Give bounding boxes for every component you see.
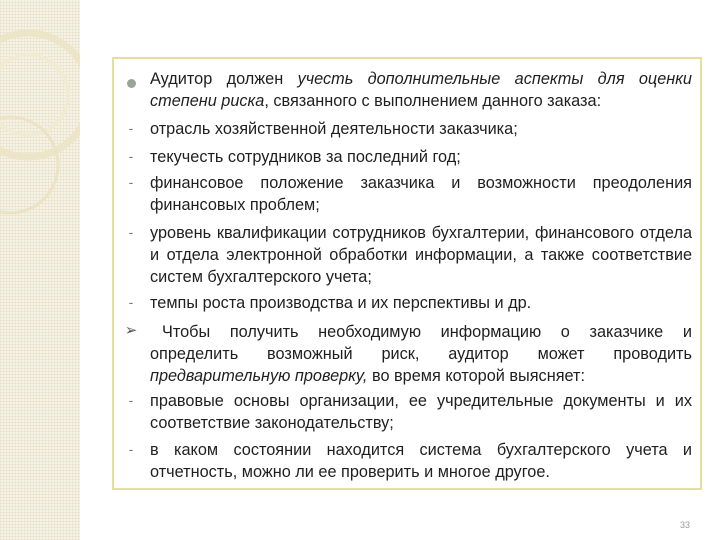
text-segment: в каком состоянии находится система бухгалтерского учета и отчетность, можно ли ее проверить и многое другое.: [150, 441, 692, 481]
text-segment: , связанного с выполнением данного заказа:: [264, 92, 602, 110]
list-item-text: [150, 222, 692, 288]
emphasis-text: учесть дополнительные аспекты для оценки степени риска: [150, 70, 692, 110]
emphasis-text: предварительную проверку,: [150, 367, 368, 385]
arrow-bullet-icon: ➢: [124, 322, 138, 339]
list-item-text: [150, 321, 692, 387]
text-segment: отрасль хозяйственной деятельности заказчика;: [150, 120, 518, 138]
text-segment: финансовое положение заказчика и возможности преодоления финансовых проблем;: [150, 174, 692, 214]
list-item-text: [150, 146, 692, 168]
dash-icon: -: [128, 148, 134, 164]
list-item-text: [150, 390, 692, 434]
dash-icon: -: [128, 174, 134, 190]
text-segment: Чтобы получить необходимую информацию о заказчике и определить возможный риск, аудитор может проводить: [150, 323, 692, 363]
dash-icon: -: [128, 441, 134, 457]
list-item-text: [150, 68, 692, 112]
text-segment: текучесть сотрудников за последний год;: [150, 148, 461, 166]
text-segment: правовые основы организации, ее учредительные документы и их соответствие законодательству;: [150, 392, 692, 432]
text-segment: темпы роста производства и их перспективы и др.: [150, 294, 532, 312]
dash-icon: -: [128, 224, 134, 240]
dash-icon: -: [128, 294, 134, 310]
dash-icon: -: [128, 392, 134, 408]
decorative-side-strip: [0, 0, 80, 540]
list-item-text: [150, 439, 692, 483]
text-segment: во время которой выясняет:: [367, 367, 585, 385]
list-item-text: [150, 118, 692, 140]
text-segment: Аудитор должен: [150, 70, 298, 88]
dash-icon: -: [128, 120, 134, 136]
page-number: 33: [680, 520, 691, 530]
decorative-rings-icon: [0, 0, 80, 540]
bullet-icon: [114, 76, 148, 91]
list-item-text: [150, 172, 692, 216]
text-segment: уровень квалификации сотрудников бухгалтерии, финансового отдела и отдела электронной обработки информации, а также соответствие систем бухгалтерского учета;: [150, 224, 692, 286]
list-item-text: [150, 292, 692, 314]
content-box: [112, 57, 702, 490]
